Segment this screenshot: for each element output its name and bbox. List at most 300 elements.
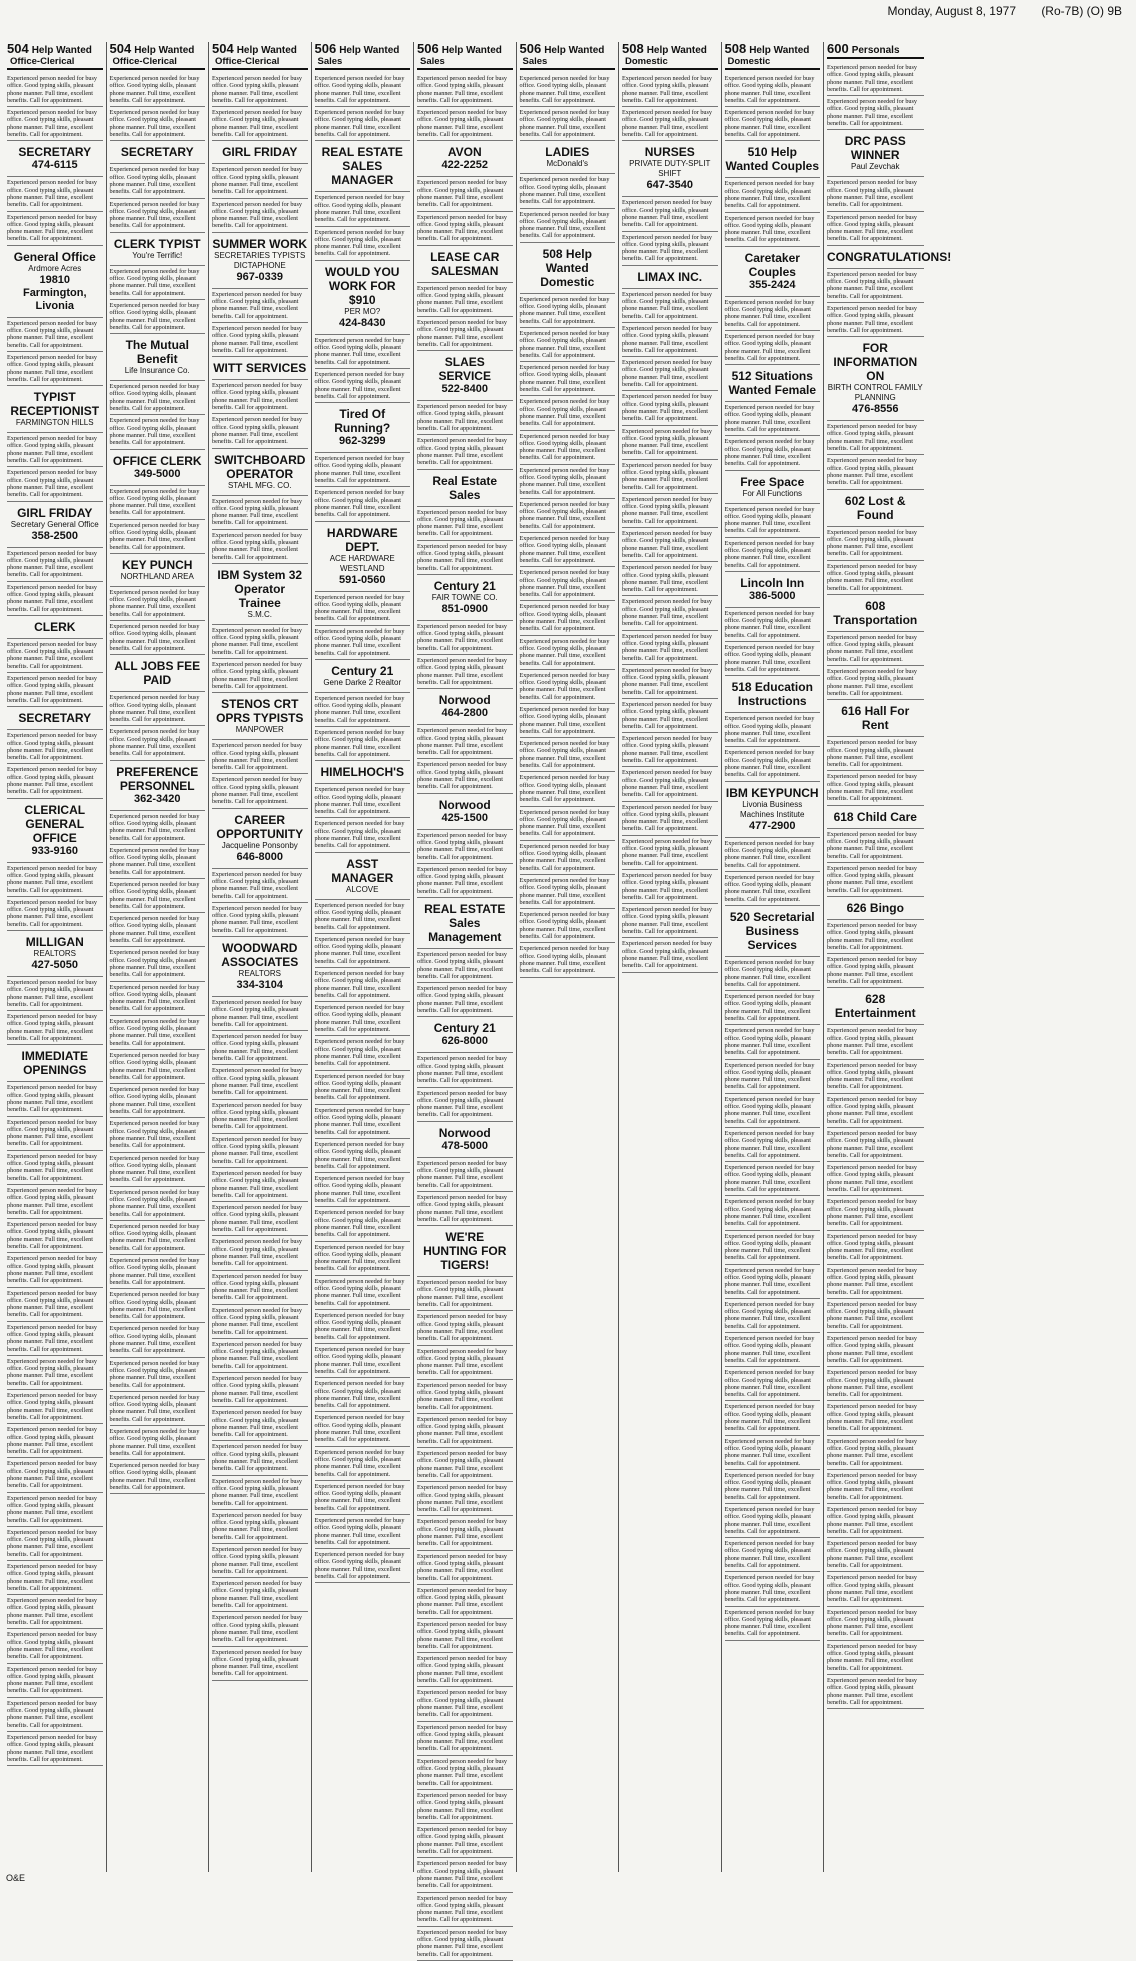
ad-subline: STAHL MFG. CO. — [227, 480, 292, 490]
classified-ad: Experienced person needed for busy office. Good typing skills, pleasant phone manner. Full time, excellent benefits. Call for appointment. — [7, 1629, 103, 1663]
classified-ad: Experienced person needed for busy office. Good typing skills, pleasant phone manner. Full time, excellent benefits. Call for appointment. — [212, 774, 308, 808]
ad-headline: Real Estate Sales — [432, 473, 498, 502]
ad-subline: PER MO? — [344, 306, 381, 316]
classified-ad: Experienced person needed for busy office. Good typing skills, pleasant phone manner. Full time, excellent benefits. Call for appointment. — [315, 693, 411, 727]
display-ad — [110, 334, 206, 381]
classified-ad: Experienced person needed for busy office. Good typing skills, pleasant phone manner. Full time, excellent benefits. Call for appointment. — [725, 1367, 821, 1401]
classified-ad: Experienced person needed for busy office. Good typing skills, pleasant phone manner. Full time, excellent benefits. Call for appointment. — [212, 530, 308, 564]
classified-ad: Experienced person needed for busy office. Good typing skills, pleasant phone manner. Full time, excellent benefits. Call for appointment. — [7, 1664, 103, 1698]
classified-ad: Experienced person needed for busy office. Good typing skills, pleasant phone manner. Full time, excellent benefits. Call for appointment. — [7, 318, 103, 352]
classified-ad: Experienced person needed for busy office. Good typing skills, pleasant phone manner. Full time, excellent benefits. Call for appointment. — [417, 1790, 513, 1824]
classified-ad: Experienced person needed for busy office. Good typing skills, pleasant phone manner. Full time, excellent benefits. Call for appointment. — [212, 1305, 308, 1339]
classified-ad: Experienced person needed for busy office. Good typing skills, pleasant phone manner. Full time, excellent benefits. Call for appointment. — [212, 1510, 308, 1544]
display-ad — [725, 365, 821, 402]
classified-ad: Experienced person needed for busy office. Good typing skills, pleasant phone manner. Full time, excellent benefits. Call for appointment. — [110, 1221, 206, 1255]
classified-ad: Experienced person needed for busy office. Good typing skills, pleasant phone manner. Full time, excellent benefits. Call for appointment. — [417, 655, 513, 689]
classified-ad: Experienced person needed for busy office. Good typing skills, pleasant phone manner. Full time, excellent benefits. Call for appointment. — [622, 494, 718, 528]
ad-phone: 626-8000 — [441, 1035, 488, 1048]
classified-ad: Experienced person needed for busy office. Good typing skills, pleasant phone manner. Full time, excellent benefits. Call for appointment. — [417, 1927, 513, 1961]
display-ad — [520, 141, 616, 174]
classified-ad: Experienced person needed for busy office. Good typing skills, pleasant phone manner. Full time, excellent benefits. Call for appointment. — [827, 1333, 924, 1367]
classified-ad: Experienced person needed for busy office. Good typing skills, pleasant phone manner. Full time, excellent benefits. Call for appointment. — [622, 733, 718, 767]
classified-ad: Experienced person needed for busy office. Good typing skills, pleasant phone manner. Full time, excellent benefits. Call for appointment. — [417, 621, 513, 655]
classified-ad: Experienced person needed for busy office. Good typing skills, pleasant phone manner. Full time, excellent benefits. Call for appointment. — [725, 747, 821, 781]
classified-ad: Experienced person needed for busy office. Good typing skills, pleasant phone manner. Full time, excellent benefits. Call for appointment. — [7, 1322, 103, 1356]
ad-headline: GIRL FRIDAY — [222, 145, 298, 160]
classified-ad: Experienced person needed for busy office. Good typing skills, pleasant phone manner. Full time, excellent benefits. Call for appointment. — [417, 177, 513, 211]
ad-subline: BIRTH CONTROL FAMILY PLANNING — [827, 383, 923, 403]
classified-ad: Experienced person needed for busy office. Good typing skills, pleasant phone manner. Full time, excellent benefits. Call for appointment. — [417, 1551, 513, 1585]
classified-ad: Experienced person needed for busy office. Good typing skills, pleasant phone manner. Full time, excellent benefits. Call for appointment. — [520, 636, 616, 670]
classified-ad: Experienced person needed for busy office. Good typing skills, pleasant phone manner. Full time, excellent benefits. Call for appointment. — [7, 212, 103, 246]
ad-phone: 334-3104 — [236, 979, 283, 991]
ad-headline: 608 Transportation — [833, 598, 918, 627]
classified-ad: Experienced person needed for busy office. Good typing skills, pleasant phone manner. Full time, excellent benefits. Call for appointment. — [622, 357, 718, 391]
classified-ad: Experienced person needed for busy office. Good typing skills, pleasant phone manner. Full time, excellent benefits. Call for appointment. — [315, 1276, 411, 1310]
classified-ad: Experienced person needed for busy office. Good typing skills, pleasant phone manner. Full time, excellent benefits. Call for appointment. — [110, 199, 206, 233]
ad-headline: 512 Situations Wanted Female — [728, 369, 817, 398]
classified-columns — [4, 41, 1132, 1958]
section-heading — [315, 43, 411, 70]
classified-ad: Experienced person needed for busy office. Good typing skills, pleasant phone manner. Full time, excellent benefits. Call for appointment. — [417, 1858, 513, 1892]
classified-ad: Experienced person needed for busy office. Good typing skills, pleasant phone manner. Full time, excellent benefits. Call for appointment. — [212, 323, 308, 357]
ad-headline: 518 Education Instructions — [731, 680, 813, 709]
ad-headline: GIRL FRIDAY — [17, 505, 93, 520]
classified-ad: Experienced person needed for busy office. Good typing skills, pleasant phone manner. Full time, excellent benefits. Call for appointment. — [212, 1202, 308, 1236]
classified-ad: Experienced person needed for busy office. Good typing skills, pleasant phone manner. Full time, excellent benefits. Call for appointment. — [622, 904, 718, 938]
classified-ad: Experienced person needed for busy office. Good typing skills, pleasant phone manner. Full time, excellent benefits. Call for appointment. — [417, 212, 513, 246]
classified-ad: Experienced person needed for busy office. Good typing skills, pleasant phone manner. Full time, excellent benefits. Call for appointment. — [315, 1139, 411, 1173]
display-ad — [110, 554, 206, 587]
display-ad — [110, 655, 206, 692]
classified-ad: Experienced person needed for busy office. Good typing skills, pleasant phone manner. Full time, excellent benefits. Call for appointment. — [827, 1470, 924, 1504]
classified-ad: Experienced person needed for busy office. Good typing skills, pleasant phone manner. Full time, excellent benefits. Call for appointment. — [725, 1504, 821, 1538]
ad-headline: Lincoln Inn — [740, 575, 805, 590]
classified-ad: Experienced person needed for busy office. Good typing skills, pleasant phone manner. Full time, excellent benefits. Call for appointment. — [315, 1036, 411, 1070]
classified-ad: Experienced person needed for busy office. Good typing skills, pleasant phone manner. Full time, excellent benefits. Call for appointment. — [622, 699, 718, 733]
ad-headline: CAREER OPPORTUNITY — [216, 812, 304, 841]
classified-ad: Experienced person needed for busy office. Good typing skills, pleasant phone manner. Full time, excellent benefits. Call for appointment. — [520, 772, 616, 806]
classified-ad: Experienced person needed for busy office. Good typing skills, pleasant phone manner. Full time, excellent benefits. Call for appointment. — [520, 362, 616, 396]
classified-ad: Experienced person needed for busy office. Good typing skills, pleasant phone manner. Full time, excellent benefits. Call for appointment. — [827, 1436, 924, 1470]
ad-phone: 851-0900 — [441, 602, 488, 615]
classified-ad: Experienced person needed for busy office. Good typing skills, pleasant phone manner. Full time, excellent benefits. Call for appointment. — [417, 1053, 513, 1087]
classified-ad: Experienced person needed for busy office. Good typing skills, pleasant phone manner. Full time, excellent benefits. Call for appointment. — [417, 1088, 513, 1122]
ad-phone: 355-2424 — [749, 278, 796, 291]
section-subtitle: Sales — [317, 56, 343, 67]
classified-ad: Experienced person needed for busy office. Good typing skills, pleasant phone manner. Full time, excellent benefits. Call for appointment. — [7, 1011, 103, 1045]
classified-ad: Experienced person needed for busy office. Good typing skills, pleasant phone manner. Full time, excellent benefits. Call for appointment. — [725, 1333, 821, 1367]
column-3 — [209, 42, 312, 1872]
ad-phone: 424-8430 — [339, 316, 386, 329]
display-ad — [417, 470, 513, 507]
classified-ad: Experienced person needed for busy office. Good typing skills, pleasant phone manner. Full time, excellent benefits. Call for appointment. — [827, 920, 924, 954]
display-ad — [315, 522, 411, 592]
classified-ad: Experienced person needed for busy office. Good typing skills, pleasant phone manner. Full time, excellent benefits. Call for appointment. — [212, 997, 308, 1031]
classified-ad: Experienced person needed for busy office. Good typing skills, pleasant phone manner. Full time, excellent benefits. Call for appointment. — [315, 626, 411, 660]
ad-subline: ACE HARDWARE WESTLAND — [329, 553, 395, 573]
ad-headline: CLERK — [34, 619, 76, 634]
classified-ad: Experienced person needed for busy office. Good typing skills, pleasant phone manner. Full time, excellent benefits. Call for appointment. — [725, 331, 821, 365]
classified-ad: Experienced person needed for busy office. Good typing skills, pleasant phone manner. Full time, excellent benefits. Call for appointment. — [110, 811, 206, 845]
classified-ad: Experienced person needed for busy office. Good typing skills, pleasant phone manner. Full time, excellent benefits. Call for appointment. — [212, 164, 308, 198]
classified-ad: Experienced person needed for busy office. Good typing skills, pleasant phone manner. Full time, excellent benefits. Call for appointment. — [212, 1373, 308, 1407]
display-ad — [827, 490, 924, 527]
section-number: 508 — [724, 41, 747, 56]
classified-ad: Experienced person needed for busy office. Good typing skills, pleasant phone manner. Full time, excellent benefits. Call for appointment. — [7, 1151, 103, 1185]
classified-ad: Experienced person needed for busy office. Good typing skills, pleasant phone manner. Full time, excellent benefits. Call for appointment. — [212, 1339, 308, 1373]
classified-ad: Experienced person needed for busy office. Good typing skills, pleasant phone manner. Full time, excellent benefits. Call for appointment. — [110, 164, 206, 198]
ad-headline: SWITCHBOARD OPERATOR — [214, 452, 306, 481]
ad-headline: SLAES SERVICE — [438, 355, 491, 384]
display-ad — [212, 937, 308, 997]
classified-ad: Experienced person needed for busy office. Good typing skills, pleasant phone manner. Full time, excellent benefits. Call for appointment. — [827, 863, 924, 897]
classified-ad: Experienced person needed for busy office. Good typing skills, pleasant phone manner. Full time, excellent benefits. Call for appointment. — [622, 460, 718, 494]
classified-ad: Experienced person needed for busy office. Good typing skills, pleasant phone manner. Full time, excellent benefits. Call for appointment. — [520, 875, 616, 909]
classified-ad: Experienced person needed for busy office. Good typing skills, pleasant phone manner. Full time, excellent benefits. Call for appointment. — [7, 1493, 103, 1527]
display-ad — [827, 897, 924, 920]
ad-phone: 19810 Farmington, Livonia — [22, 273, 87, 312]
classified-ad: Experienced person needed for busy office. Good typing skills, pleasant phone manner. Full time, excellent benefits. Call for appointment. — [520, 704, 616, 738]
classified-ad: Experienced person needed for busy office. Good typing skills, pleasant phone manner. Full time, excellent benefits. Call for appointment. — [827, 1504, 924, 1538]
classified-ad: Experienced person needed for busy office. Good typing skills, pleasant phone manner. Full time, excellent benefits. Call for appointment. — [725, 1094, 821, 1128]
section-number: 504 — [212, 41, 234, 56]
classified-ad: Experienced person needed for busy office. Good typing skills, pleasant phone manner. Full time, excellent benefits. Call for appointment. — [315, 818, 411, 852]
classified-ad: Experienced person needed for busy office. Good typing skills, pleasant phone manner. Full time, excellent benefits. Call for appointment. — [725, 713, 821, 747]
classified-ad: Experienced person needed for busy office. Good typing skills, pleasant phone manner. Full time, excellent benefits. Call for appointment. — [622, 426, 718, 460]
classified-ad: Experienced person needed for busy office. Good typing skills, pleasant phone manner. Full time, excellent benefits. Call for appointment. — [7, 1698, 103, 1732]
ad-phone: 967-0339 — [236, 270, 283, 283]
section-subtitle: Sales — [420, 56, 445, 67]
classified-ad: Experienced person needed for busy office. Good typing skills, pleasant phone manner. Full time, excellent benefits. Call for appointment. — [827, 1025, 924, 1059]
ad-headline: SECRETARY — [120, 145, 194, 160]
classified-ad: Experienced person needed for busy office. Good typing skills, pleasant phone manner. Full time, excellent benefits. Call for appointment. — [417, 107, 513, 141]
classified-ad: Experienced person needed for busy office. Good typing skills, pleasant phone manner. Full time, excellent benefits. Call for appointment. — [7, 1595, 103, 1629]
classified-ad: Experienced person needed for busy office. Good typing skills, pleasant phone manner. Full time, excellent benefits. Call for appointment. — [315, 335, 411, 369]
classified-ad: Experienced person needed for busy office. Good typing skills, pleasant phone manner. Full time, excellent benefits. Call for appointment. — [7, 1356, 103, 1390]
ad-subline: Livonia Business Machines Institute — [740, 799, 805, 819]
classified-ad: Experienced person needed for busy office. Good typing skills, pleasant phone manner. Full time, excellent benefits. Call for appointment. — [110, 300, 206, 334]
classified-ad: Experienced person needed for busy office. Good typing skills, pleasant phone manner. Full time, excellent benefits. Call for appointment. — [725, 642, 821, 676]
section-heading — [520, 43, 616, 70]
display-ad — [7, 246, 103, 318]
classified-ad: Experienced person needed for busy office. Good typing skills, pleasant phone manner. Full time, excellent benefits. Call for appointment. — [827, 62, 924, 96]
ad-headline: MILLIGAN — [25, 935, 84, 949]
ad-headline: TYPIST RECEPTIONIST — [10, 390, 100, 419]
column-7 — [619, 42, 722, 1872]
classified-ad: Experienced person needed for busy office. Good typing skills, pleasant phone manner. Full time, excellent benefits. Call for appointment. — [315, 1378, 411, 1412]
classified-ad: Experienced person needed for busy office. Good typing skills, pleasant phone manner. Full time, excellent benefits. Call for appointment. — [315, 453, 411, 487]
column-6 — [517, 42, 620, 1872]
classified-ad: Experienced person needed for busy office. Good typing skills, pleasant phone manner. Full time, excellent benefits. Call for appointment. — [315, 369, 411, 403]
display-ad — [315, 853, 411, 900]
ad-headline: LIMAX INC. — [637, 269, 703, 284]
classified-ad: Experienced person needed for busy office. Good typing skills, pleasant phone manner. Full time, excellent benefits. Call for appointment. — [212, 414, 308, 448]
classified-ad: Experienced person needed for busy office. Good typing skills, pleasant phone manner. Full time, excellent benefits. Call for appointment. — [520, 431, 616, 465]
section-heading — [725, 43, 821, 70]
classified-ad: Experienced person needed for busy office. Good typing skills, pleasant phone manner. Full time, excellent benefits. Call for appointment. — [417, 1619, 513, 1653]
classified-ad: Experienced person needed for busy office. Good typing skills, pleasant phone manner. Full time, excellent benefits. Call for appointment. — [212, 1134, 308, 1168]
ad-headline: 520 Secretarial Business Services — [729, 910, 815, 952]
ad-subline: FAIR TOWNE CO. — [431, 592, 498, 602]
issue-date: Monday, August 8, 1977 — [887, 4, 1016, 18]
classified-ad: Experienced person needed for busy office. Good typing skills, pleasant phone manner. Full time, excellent benefits. Call for appointment. — [315, 592, 411, 626]
ad-headline: ASST MANAGER — [331, 856, 394, 885]
section-number: 506 — [314, 41, 337, 56]
classified-ad: Experienced person needed for busy office. Good typing skills, pleasant phone manner. Full time, excellent benefits. Call for appointment. — [7, 1219, 103, 1253]
column-5 — [414, 41, 517, 1958]
classified-ad: Experienced person needed for busy office. Good typing skills, pleasant phone manner. Full time, excellent benefits. Call for appointment. — [212, 1407, 308, 1441]
classified-ad: Experienced person needed for busy office. Good typing skills, pleasant phone manner. Full time, excellent benefits. Call for appointment. — [827, 1265, 924, 1299]
display-ad — [212, 564, 308, 625]
classified-ad: Experienced person needed for busy office. Good typing skills, pleasant phone manner. Full time, excellent benefits. Call for appointment. — [110, 913, 206, 947]
ad-headline: IBM KEYPUNCH — [725, 785, 819, 800]
classified-ad: Experienced person needed for busy office. Good typing skills, pleasant phone manner. Full time, excellent benefits. Call for appointment. — [7, 433, 103, 467]
ad-headline: Norwood — [438, 693, 491, 708]
display-ad — [212, 141, 308, 164]
ad-subline: REALTORS — [238, 969, 281, 978]
classified-ad: Experienced person needed for busy office. Good typing skills, pleasant phone manner. Full time, excellent benefits. Call for appointment. — [622, 73, 718, 107]
ad-headline: 618 Child Care — [833, 809, 917, 824]
classified-ad: Experienced person needed for busy office. Good typing skills, pleasant phone manner. Full time, excellent benefits. Call for appointment. — [417, 1311, 513, 1345]
classified-ad: Experienced person needed for busy office. Good typing skills, pleasant phone manner. Full time, excellent benefits. Call for appointment. — [827, 666, 924, 700]
classified-ad: Experienced person needed for busy office. Good typing skills, pleasant phone manner. Full time, excellent benefits. Call for appointment. — [827, 1538, 924, 1572]
ad-phone: 962-3299 — [339, 435, 386, 448]
classified-ad: Experienced person needed for busy office. Good typing skills, pleasant phone manner. Full time, excellent benefits. Call for appointment. — [417, 73, 513, 107]
page-footer: O&E — [6, 1873, 26, 1883]
ad-headline: FOR INFORMATION ON — [833, 341, 918, 384]
ad-headline: Century 21 — [433, 1021, 496, 1036]
classified-ad: Experienced person needed for busy office. Good typing skills, pleasant phone manner. Full time, excellent benefits. Call for appointment. — [7, 977, 103, 1011]
ad-phone: 425-1500 — [441, 811, 488, 824]
classified-ad: Experienced person needed for busy office. Good typing skills, pleasant phone manner. Full time, excellent benefits. Call for appointment. — [725, 1299, 821, 1333]
ad-headline: LEASE CAR SALESMAN — [430, 249, 500, 278]
classified-ad: Experienced person needed for busy office. Good typing skills, pleasant phone manner. Full time, excellent benefits. Call for appointment. — [725, 538, 821, 572]
classified-ad: Experienced person needed for busy office. Good typing skills, pleasant phone manner. Full time, excellent benefits. Call for appointment. — [622, 596, 718, 630]
ad-subline: Paul Zevchak — [851, 162, 900, 172]
classified-ad: Experienced person needed for busy office. Good typing skills, pleasant phone manner. Full time, excellent benefits. Call for appointment. — [110, 692, 206, 726]
classified-ad: Experienced person needed for busy office. Good typing skills, pleasant phone manner. Full time, excellent benefits. Call for appointment. — [110, 1118, 206, 1152]
display-ad — [7, 502, 103, 548]
classified-ad: Experienced person needed for busy office. Good typing skills, pleasant phone manner. Full time, excellent benefits. Call for appointment. — [110, 1392, 206, 1426]
classified-ad: Experienced person needed for busy office. Good typing skills, pleasant phone manner. Full time, excellent benefits. Call for appointment. — [315, 487, 411, 521]
classified-ad: Experienced person needed for busy office. Good typing skills, pleasant phone manner. Full time, excellent benefits. Call for appointment. — [520, 499, 616, 533]
ad-subline: MANPOWER — [235, 725, 284, 735]
classified-ad: Experienced person needed for busy office. Good typing skills, pleasant phone manner. Full time, excellent benefits. Call for appointment. — [827, 561, 924, 595]
display-ad — [212, 693, 308, 740]
classified-ad: Experienced person needed for busy office. Good typing skills, pleasant phone manner. Full time, excellent benefits. Call for appointment. — [315, 107, 411, 141]
classified-ad: Experienced person needed for busy office. Good typing skills, pleasant phone manner. Full time, excellent benefits. Call for appointment. — [622, 562, 718, 596]
classified-ad: Experienced person needed for busy office. Good typing skills, pleasant phone manner. Full time, excellent benefits. Call for appointment. — [212, 740, 308, 774]
ad-phone: 522-8400 — [441, 383, 488, 396]
classified-ad: Experienced person needed for busy office. Good typing skills, pleasant phone manner. Full time, excellent benefits. Call for appointment. — [520, 567, 616, 601]
classified-ad: Experienced person needed for busy office. Good typing skills, pleasant phone manner. Full time, excellent benefits. Call for appointment. — [520, 107, 616, 141]
display-ad — [315, 261, 411, 335]
classified-ad: Experienced person needed for busy office. Good typing skills, pleasant phone manner. Full time, excellent benefits. Call for appointment. — [827, 954, 924, 988]
display-ad — [7, 141, 103, 177]
display-ad — [725, 141, 821, 178]
ad-subline: FARMINGTON HILLS — [15, 418, 94, 428]
ad-headline: 616 Hall For Rent — [841, 704, 910, 733]
classified-ad: Experienced person needed for busy office. Good typing skills, pleasant phone manner. Full time, excellent benefits. Call for appointment. — [520, 396, 616, 430]
classified-ad: Experienced person needed for busy office. Good typing skills, pleasant phone manner. Full time, excellent benefits. Call for appointment. — [417, 1192, 513, 1226]
ad-headline: Caretaker Couples — [744, 250, 800, 279]
classified-ad: Experienced person needed for busy office. Good typing skills, pleasant phone manner. Full time, excellent benefits. Call for appointment. — [520, 73, 616, 107]
classified-ad: Experienced person needed for busy office. Good typing skills, pleasant phone manner. Full time, excellent benefits. Call for appointment. — [622, 323, 718, 357]
classified-ad: Experienced person needed for busy office. Good typing skills, pleasant phone manner. Full time, excellent benefits. Call for appointment. — [7, 467, 103, 501]
display-ad — [315, 403, 411, 453]
section-heading — [110, 43, 206, 70]
classified-ad: Experienced person needed for busy office. Good typing skills, pleasant phone manner. Full time, excellent benefits. Call for appointment. — [417, 1687, 513, 1721]
section-title: Help Wanted — [134, 45, 195, 56]
classified-ad: Experienced person needed for busy office. Good typing skills, pleasant phone manner. Full time, excellent benefits. Call for appointment. — [417, 1756, 513, 1790]
classified-ad: Experienced person needed for busy office. Good typing skills, pleasant phone manner. Full time, excellent benefits. Call for appointment. — [110, 947, 206, 981]
classified-ad: Experienced person needed for busy office. Good typing skills, pleasant phone manner. Full time, excellent benefits. Call for appointment. — [110, 1460, 206, 1494]
section-title: Personals — [851, 45, 900, 56]
classified-ad: Experienced person needed for busy office. Good typing skills, pleasant phone manner. Full time, excellent benefits. Call for appointment. — [212, 1100, 308, 1134]
ad-headline: Free Space — [740, 474, 805, 489]
classified-ad: Experienced person needed for busy office. Good typing skills, pleasant phone manner. Full time, excellent benefits. Call for appointment. — [827, 269, 924, 303]
display-ad — [827, 130, 924, 177]
ad-headline: 626 Bingo — [846, 901, 904, 915]
ad-headline: ALL JOBS FEE PAID — [114, 659, 201, 688]
ad-subline: ALCOVE — [346, 884, 379, 894]
classified-ad: Experienced person needed for busy office. Good typing skills, pleasant phone manner. Full time, excellent benefits. Call for appointment. — [315, 1310, 411, 1344]
display-ad — [315, 761, 411, 784]
classified-ad: Experienced person needed for busy office. Good typing skills, pleasant phone manner. Full time, excellent benefits. Call for appointment. — [417, 864, 513, 898]
ad-phone: 422-2252 — [441, 159, 488, 172]
classified-ad: Experienced person needed for busy office. Good typing skills, pleasant phone manner. Full time, excellent benefits. Call for appointment. — [520, 738, 616, 772]
classified-ad: Experienced person needed for busy office. Good typing skills, pleasant phone manner. Full time, excellent benefits. Call for appointment. — [417, 1722, 513, 1756]
classified-ad: Experienced person needed for busy office. Good typing skills, pleasant phone manner. Full time, excellent benefits. Call for appointment. — [7, 1527, 103, 1561]
classified-ad: Experienced person needed for busy office. Good typing skills, pleasant phone manner. Full time, excellent benefits. Call for appointment. — [622, 767, 718, 801]
ad-headline: Norwood — [438, 797, 491, 812]
classified-ad: Experienced person needed for busy office. Good typing skills, pleasant phone manner. Full time, excellent benefits. Call for appointment. — [725, 1401, 821, 1435]
display-ad — [110, 761, 206, 811]
display-ad — [417, 898, 513, 949]
classified-ad: Experienced person needed for busy office. Good typing skills, pleasant phone manner. Full time, excellent benefits. Call for appointment. — [520, 943, 616, 977]
classified-ad: Experienced person needed for busy office. Good typing skills, pleasant phone manner. Full time, excellent benefits. Call for appointment. — [827, 1162, 924, 1196]
classified-ad: Experienced person needed for busy office. Good typing skills, pleasant phone manner. Full time, excellent benefits. Call for appointment. — [212, 199, 308, 233]
ad-subline: NORTHLAND AREA — [120, 571, 194, 581]
classified-ad: Experienced person needed for busy office. Good typing skills, pleasant phone manner. Full time, excellent benefits. Call for appointment. — [827, 1675, 924, 1709]
display-ad — [725, 906, 821, 957]
display-ad — [417, 1017, 513, 1053]
section-subtitle: Domestic — [625, 56, 668, 67]
classified-ad: Experienced person needed for busy office. Good typing skills, pleasant phone manner. Full time, excellent benefits. Call for appointment. — [725, 838, 821, 872]
classified-ad: Experienced person needed for busy office. Good typing skills, pleasant phone manner. Full time, excellent benefits. Call for appointment. — [622, 938, 718, 972]
classified-ad: Experienced person needed for busy office. Good typing skills, pleasant phone manner. Full time, excellent benefits. Call for appointment. — [7, 1253, 103, 1287]
classified-ad: Experienced person needed for busy office. Good typing skills, pleasant phone manner. Full time, excellent benefits. Call for appointment. — [110, 879, 206, 913]
classified-ad: Experienced person needed for busy office. Good typing skills, pleasant phone manner. Full time, excellent benefits. Call for appointment. — [725, 991, 821, 1025]
classified-ad: Experienced person needed for busy office. Good typing skills, pleasant phone manner. Full time, excellent benefits. Call for appointment. — [725, 1231, 821, 1265]
section-title: Help Wanted — [646, 45, 707, 56]
ad-phone: 646-8000 — [236, 850, 283, 863]
classified-ad: Experienced person needed for busy office. Good typing skills, pleasant phone manner. Full time, excellent benefits. Call for appointment. — [725, 1025, 821, 1059]
ad-phone: 477-2900 — [749, 819, 796, 832]
classified-ad: Experienced person needed for busy office. Good typing skills, pleasant phone manner. Full time, excellent benefits. Call for appointment. — [315, 1173, 411, 1207]
display-ad — [827, 337, 924, 421]
display-ad — [110, 141, 206, 164]
ad-headline: OFFICE CLERK — [112, 453, 202, 468]
classified-ad: Experienced person needed for busy office. Good typing skills, pleasant phone manner. Full time, excellent benefits. Call for appointment. — [725, 957, 821, 991]
ad-headline: KEY PUNCH — [122, 557, 193, 572]
ad-subline: Life Insurance Co. — [124, 366, 190, 376]
classified-ad: Experienced person needed for busy office. Good typing skills, pleasant phone manner. Full time, excellent benefits. Call for appointment. — [110, 845, 206, 879]
column-4 — [312, 42, 415, 1872]
classified-ad: Experienced person needed for busy office. Good typing skills, pleasant phone manner. Full time, excellent benefits. Call for appointment. — [7, 673, 103, 707]
classified-ad: Experienced person needed for busy office. Good typing skills, pleasant phone manner. Full time, excellent benefits. Call for appointment. — [315, 1344, 411, 1378]
classified-ad: Experienced person needed for busy office. Good typing skills, pleasant phone manner. Full time, excellent benefits. Call for appointment. — [7, 764, 103, 798]
classified-ad: Experienced person needed for busy office. Good typing skills, pleasant phone manner. Full time, excellent benefits. Call for appointment. — [725, 297, 821, 331]
classified-ad: Experienced person needed for busy office. Good typing skills, pleasant phone manner. Full time, excellent benefits. Call for appointment. — [110, 107, 206, 141]
display-ad — [212, 809, 308, 869]
classified-ad: Experienced person needed for busy office. Good typing skills, pleasant phone manner. Full time, excellent benefits. Call for appointment. — [725, 178, 821, 212]
classified-ad: Experienced person needed for busy office. Good typing skills, pleasant phone manner. Full time, excellent benefits. Call for appointment. — [827, 1641, 924, 1675]
display-ad — [7, 386, 103, 433]
ad-headline: 602 Lost & Found — [844, 493, 906, 522]
classified-ad: Experienced person needed for busy office. Good typing skills, pleasant phone manner. Full time, excellent benefits. Call for appointment. — [725, 1162, 821, 1196]
classified-ad: Experienced person needed for busy office. Good typing skills, pleasant phone manner. Full time, excellent benefits. Call for appointment. — [827, 1401, 924, 1435]
classified-ad: Experienced person needed for busy office. Good typing skills, pleasant phone manner. Full time, excellent benefits. Call for appointment. — [110, 415, 206, 449]
classified-ad: Experienced person needed for busy office. Good typing skills, pleasant phone manner. Full time, excellent benefits. Call for appointment. — [725, 608, 821, 642]
display-ad — [827, 988, 924, 1025]
classified-ad: Experienced person needed for busy office. Good typing skills, pleasant phone manner. Full time, excellent benefits. Call for appointment. — [725, 1265, 821, 1299]
classified-ad: Experienced person needed for busy office. Good typing skills, pleasant phone manner. Full time, excellent benefits. Call for appointment. — [212, 380, 308, 414]
ad-headline: Norwood — [438, 1125, 491, 1140]
section-heading — [622, 43, 718, 70]
ad-headline: DRC PASS WINNER — [844, 134, 906, 163]
ad-subline: Secretary General Office — [10, 519, 99, 529]
ad-headline: NURSES — [644, 145, 695, 160]
ad-subline: You're Terrific! — [132, 250, 183, 260]
classified-ad: Experienced person needed for busy office. Good typing skills, pleasant phone manner. Full time, excellent benefits. Call for appointment. — [212, 1271, 308, 1305]
section-number: 600 — [827, 41, 849, 56]
classified-ad: Experienced person needed for busy office. Good typing skills, pleasant phone manner. Full time, excellent benefits. Call for appointment. — [622, 631, 718, 665]
display-ad — [417, 246, 513, 283]
section-title: Help Wanted — [749, 45, 810, 56]
display-ad — [110, 450, 206, 486]
classified-ad: Experienced person needed for busy office. Good typing skills, pleasant phone manner. Full time, excellent benefits. Call for appointment. — [417, 949, 513, 983]
classified-ad: Experienced person needed for busy office. Good typing skills, pleasant phone manner. Full time, excellent benefits. Call for appointment. — [520, 294, 616, 328]
display-ad — [827, 700, 924, 737]
classified-ad: Experienced person needed for busy office. Good typing skills, pleasant phone manner. Full time, excellent benefits. Call for appointment. — [7, 639, 103, 673]
classified-ad: Experienced person needed for busy office. Good typing skills, pleasant phone manner. Full time, excellent benefits. Call for appointment. — [827, 177, 924, 211]
classified-ad: Experienced person needed for busy office. Good typing skills, pleasant phone manner. Full time, excellent benefits. Call for appointment. — [520, 328, 616, 362]
classified-ad: Experienced person needed for busy office. Good typing skills, pleasant phone manner. Full time, excellent benefits. Call for appointment. — [520, 465, 616, 499]
section-number: 508 — [622, 41, 644, 56]
classified-ad: Experienced person needed for busy office. Good typing skills, pleasant phone manner. Full time, excellent benefits. Call for appointment. — [212, 1065, 308, 1099]
column-2 — [107, 42, 210, 1872]
display-ad — [417, 1122, 513, 1158]
ad-headline: General Office — [13, 249, 96, 264]
classified-ad: Experienced person needed for busy office. Good typing skills, pleasant phone manner. Full time, excellent benefits. Call for appointment. — [7, 352, 103, 386]
classified-ad: Experienced person needed for busy office. Good typing skills, pleasant phone manner. Full time, excellent benefits. Call for appointment. — [315, 1481, 411, 1515]
classified-ad: Experienced person needed for busy office. Good typing skills, pleasant phone manner. Full time, excellent benefits. Call for appointment. — [520, 601, 616, 635]
classified-ad: Experienced person needed for busy office. Good typing skills, pleasant phone manner. Full time, excellent benefits. Call for appointment. — [417, 541, 513, 575]
ad-phone: 591-0560 — [339, 573, 386, 586]
classified-ad: Experienced person needed for busy office. Good typing skills, pleasant phone manner. Full time, excellent benefits. Call for appointment. — [212, 289, 308, 323]
classified-ad: Experienced person needed for busy office. Good typing skills, pleasant phone manner. Full time, excellent benefits. Call for appointment. — [315, 784, 411, 818]
display-ad — [212, 449, 308, 496]
classified-ad: Experienced person needed for busy office. Good typing skills, pleasant phone manner. Full time, excellent benefits. Call for appointment. — [315, 192, 411, 226]
classified-ad: Experienced person needed for busy office. Good typing skills, pleasant phone manner. Full time, excellent benefits. Call for appointment. — [212, 73, 308, 107]
classified-ad: Experienced person needed for busy office. Good typing skills, pleasant phone manner. Full time, excellent benefits. Call for appointment. — [827, 1367, 924, 1401]
ad-subline: Gene Darke 2 Realtor — [323, 677, 402, 687]
classified-ad: Experienced person needed for busy office. Good typing skills, pleasant phone manner. Full time, excellent benefits. Call for appointment. — [110, 982, 206, 1016]
display-ad — [7, 931, 103, 977]
display-ad — [212, 357, 308, 380]
